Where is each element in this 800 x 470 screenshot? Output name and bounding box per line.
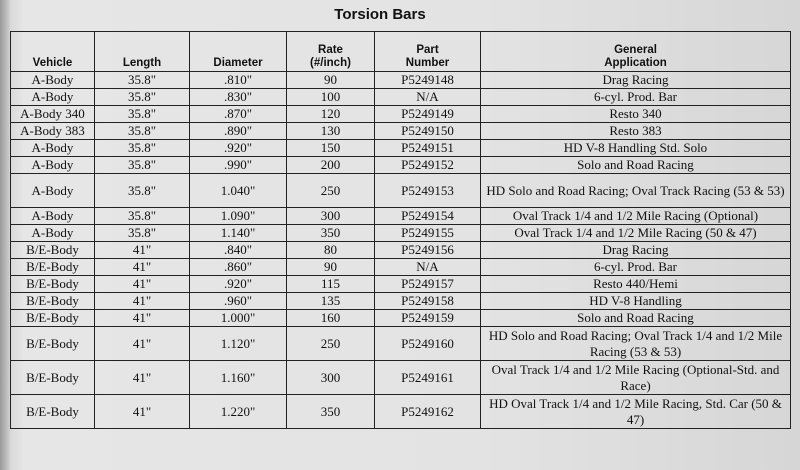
length-cell: 41" xyxy=(95,293,190,310)
diameter-cell: 1.000" xyxy=(190,310,287,327)
table-row xyxy=(11,293,791,310)
page-binding-edge xyxy=(0,0,10,470)
table-row xyxy=(11,72,791,89)
length-cell: 35.8" xyxy=(95,72,190,89)
table-row xyxy=(11,259,791,276)
diameter-cell: 1.220" xyxy=(190,395,287,429)
length-cell: 41" xyxy=(95,361,190,395)
vehicle-cell: A-Body xyxy=(11,208,95,225)
application-cell: HD V-8 Handling Std. Solo xyxy=(481,140,791,157)
diameter-cell: 1.120" xyxy=(190,327,287,361)
page-title: Torsion Bars xyxy=(334,6,426,23)
table-header-row xyxy=(11,32,791,72)
vehicle-cell: B/E-Body xyxy=(11,361,95,395)
rate-cell: 100 xyxy=(287,89,375,106)
part-number-cell: N/A xyxy=(375,89,481,106)
application-cell: HD V-8 Handling xyxy=(481,293,791,310)
application-cell: 6-cyl. Prod. Bar xyxy=(481,89,791,106)
length-cell: 35.8" xyxy=(95,208,190,225)
length-cell: 41" xyxy=(95,242,190,259)
vehicle-cell: B/E-Body xyxy=(11,259,95,276)
part-number-cell: P5249154 xyxy=(375,208,481,225)
part-number-cell: P5249152 xyxy=(375,157,481,174)
part-number-cell: P5249155 xyxy=(375,225,481,242)
diameter-cell: .830" xyxy=(190,89,287,106)
header-length: Length xyxy=(95,32,190,72)
header-rate: Rate (#/inch) xyxy=(287,32,375,72)
vehicle-cell: A-Body 340 xyxy=(11,106,95,123)
rate-cell: 250 xyxy=(287,327,375,361)
application-cell: Solo and Road Racing xyxy=(481,157,791,174)
table-row xyxy=(11,89,791,106)
header-vehicle: Vehicle xyxy=(11,32,95,72)
vehicle-cell: A-Body xyxy=(11,225,95,242)
part-number-cell: N/A xyxy=(375,259,481,276)
part-number-cell: P5249160 xyxy=(375,327,481,361)
diameter-cell: .890" xyxy=(190,123,287,140)
length-cell: 35.8" xyxy=(95,157,190,174)
rate-cell: 90 xyxy=(287,72,375,89)
torsion-bars-table xyxy=(10,31,791,429)
diameter-cell: .810" xyxy=(190,72,287,89)
application-cell: HD Solo and Road Racing; Oval Track 1/4 and 1/2 Mile Racing (53 & 53) xyxy=(481,327,791,361)
rate-cell: 80 xyxy=(287,242,375,259)
rate-cell: 120 xyxy=(287,106,375,123)
vehicle-cell: A-Body xyxy=(11,89,95,106)
length-cell: 35.8" xyxy=(95,140,190,157)
vehicle-cell: A-Body xyxy=(11,72,95,89)
table-row xyxy=(11,208,791,225)
rate-cell: 160 xyxy=(287,310,375,327)
rate-cell: 200 xyxy=(287,157,375,174)
vehicle-cell: B/E-Body xyxy=(11,395,95,429)
rate-cell: 115 xyxy=(287,276,375,293)
rate-cell: 300 xyxy=(287,208,375,225)
part-number-cell: P5249148 xyxy=(375,72,481,89)
vehicle-cell: B/E-Body xyxy=(11,310,95,327)
application-cell: 6-cyl. Prod. Bar xyxy=(481,259,791,276)
diameter-cell: .990" xyxy=(190,157,287,174)
length-cell: 41" xyxy=(95,259,190,276)
diameter-cell: 1.040" xyxy=(190,174,287,208)
table-row xyxy=(11,310,791,327)
table-row xyxy=(11,225,791,242)
header-part-number: Part Number xyxy=(375,32,481,72)
length-cell: 35.8" xyxy=(95,89,190,106)
header-general-application: General Application xyxy=(481,32,791,72)
diameter-cell: .840" xyxy=(190,242,287,259)
table-row xyxy=(11,395,791,429)
header-diameter: Diameter xyxy=(190,32,287,72)
application-cell: HD Oval Track 1/4 and 1/2 Mile Racing, Std. Car (50 & 47) xyxy=(481,395,791,429)
application-cell: Drag Racing xyxy=(481,72,791,89)
application-cell: Oval Track 1/4 and 1/2 Mile Racing (Optional) xyxy=(481,208,791,225)
vehicle-cell: A-Body 383 xyxy=(11,123,95,140)
diameter-cell: 1.140" xyxy=(190,225,287,242)
application-cell: Resto 440/Hemi xyxy=(481,276,791,293)
application-cell: Solo and Road Racing xyxy=(481,310,791,327)
table-row xyxy=(11,327,791,361)
length-cell: 35.8" xyxy=(95,225,190,242)
vehicle-cell: A-Body xyxy=(11,140,95,157)
length-cell: 41" xyxy=(95,395,190,429)
vehicle-cell: B/E-Body xyxy=(11,276,95,293)
vehicle-cell: B/E-Body xyxy=(11,242,95,259)
table-row xyxy=(11,140,791,157)
application-cell: Oval Track 1/4 and 1/2 Mile Racing (Optional-Std. and Race) xyxy=(481,361,791,395)
application-cell: Resto 340 xyxy=(481,106,791,123)
length-cell: 41" xyxy=(95,327,190,361)
application-cell: Oval Track 1/4 and 1/2 Mile Racing (50 & 47) xyxy=(481,225,791,242)
application-cell: Resto 383 xyxy=(481,123,791,140)
length-cell: 35.8" xyxy=(95,106,190,123)
length-cell: 41" xyxy=(95,276,190,293)
rate-cell: 150 xyxy=(287,140,375,157)
application-cell: HD Solo and Road Racing; Oval Track Racing (53 & 53) xyxy=(481,174,791,208)
table-body xyxy=(11,72,791,429)
vehicle-cell: A-Body xyxy=(11,174,95,208)
diameter-cell: 1.090" xyxy=(190,208,287,225)
vehicle-cell: A-Body xyxy=(11,157,95,174)
vehicle-cell: B/E-Body xyxy=(11,293,95,310)
part-number-cell: P5249149 xyxy=(375,106,481,123)
part-number-cell: P5249156 xyxy=(375,242,481,259)
rate-cell: 135 xyxy=(287,293,375,310)
diameter-cell: .960" xyxy=(190,293,287,310)
table-row xyxy=(11,242,791,259)
length-cell: 35.8" xyxy=(95,123,190,140)
vehicle-cell: B/E-Body xyxy=(11,327,95,361)
table-row xyxy=(11,157,791,174)
diameter-cell: .920" xyxy=(190,276,287,293)
part-number-cell: P5249157 xyxy=(375,276,481,293)
part-number-cell: P5249162 xyxy=(375,395,481,429)
table-row xyxy=(11,123,791,140)
table-row xyxy=(11,361,791,395)
table-row xyxy=(11,276,791,293)
rate-cell: 90 xyxy=(287,259,375,276)
application-cell: Drag Racing xyxy=(481,242,791,259)
diameter-cell: .920" xyxy=(190,140,287,157)
part-number-cell: P5249151 xyxy=(375,140,481,157)
rate-cell: 350 xyxy=(287,225,375,242)
part-number-cell: P5249161 xyxy=(375,361,481,395)
length-cell: 41" xyxy=(95,310,190,327)
part-number-cell: P5249150 xyxy=(375,123,481,140)
length-cell: 35.8" xyxy=(95,174,190,208)
table-row xyxy=(11,174,791,208)
rate-cell: 350 xyxy=(287,395,375,429)
rate-cell: 250 xyxy=(287,174,375,208)
part-number-cell: P5249159 xyxy=(375,310,481,327)
table-row xyxy=(11,106,791,123)
rate-cell: 300 xyxy=(287,361,375,395)
part-number-cell: P5249153 xyxy=(375,174,481,208)
part-number-cell: P5249158 xyxy=(375,293,481,310)
rate-cell: 130 xyxy=(287,123,375,140)
diameter-cell: 1.160" xyxy=(190,361,287,395)
diameter-cell: .860" xyxy=(190,259,287,276)
diameter-cell: .870" xyxy=(190,106,287,123)
